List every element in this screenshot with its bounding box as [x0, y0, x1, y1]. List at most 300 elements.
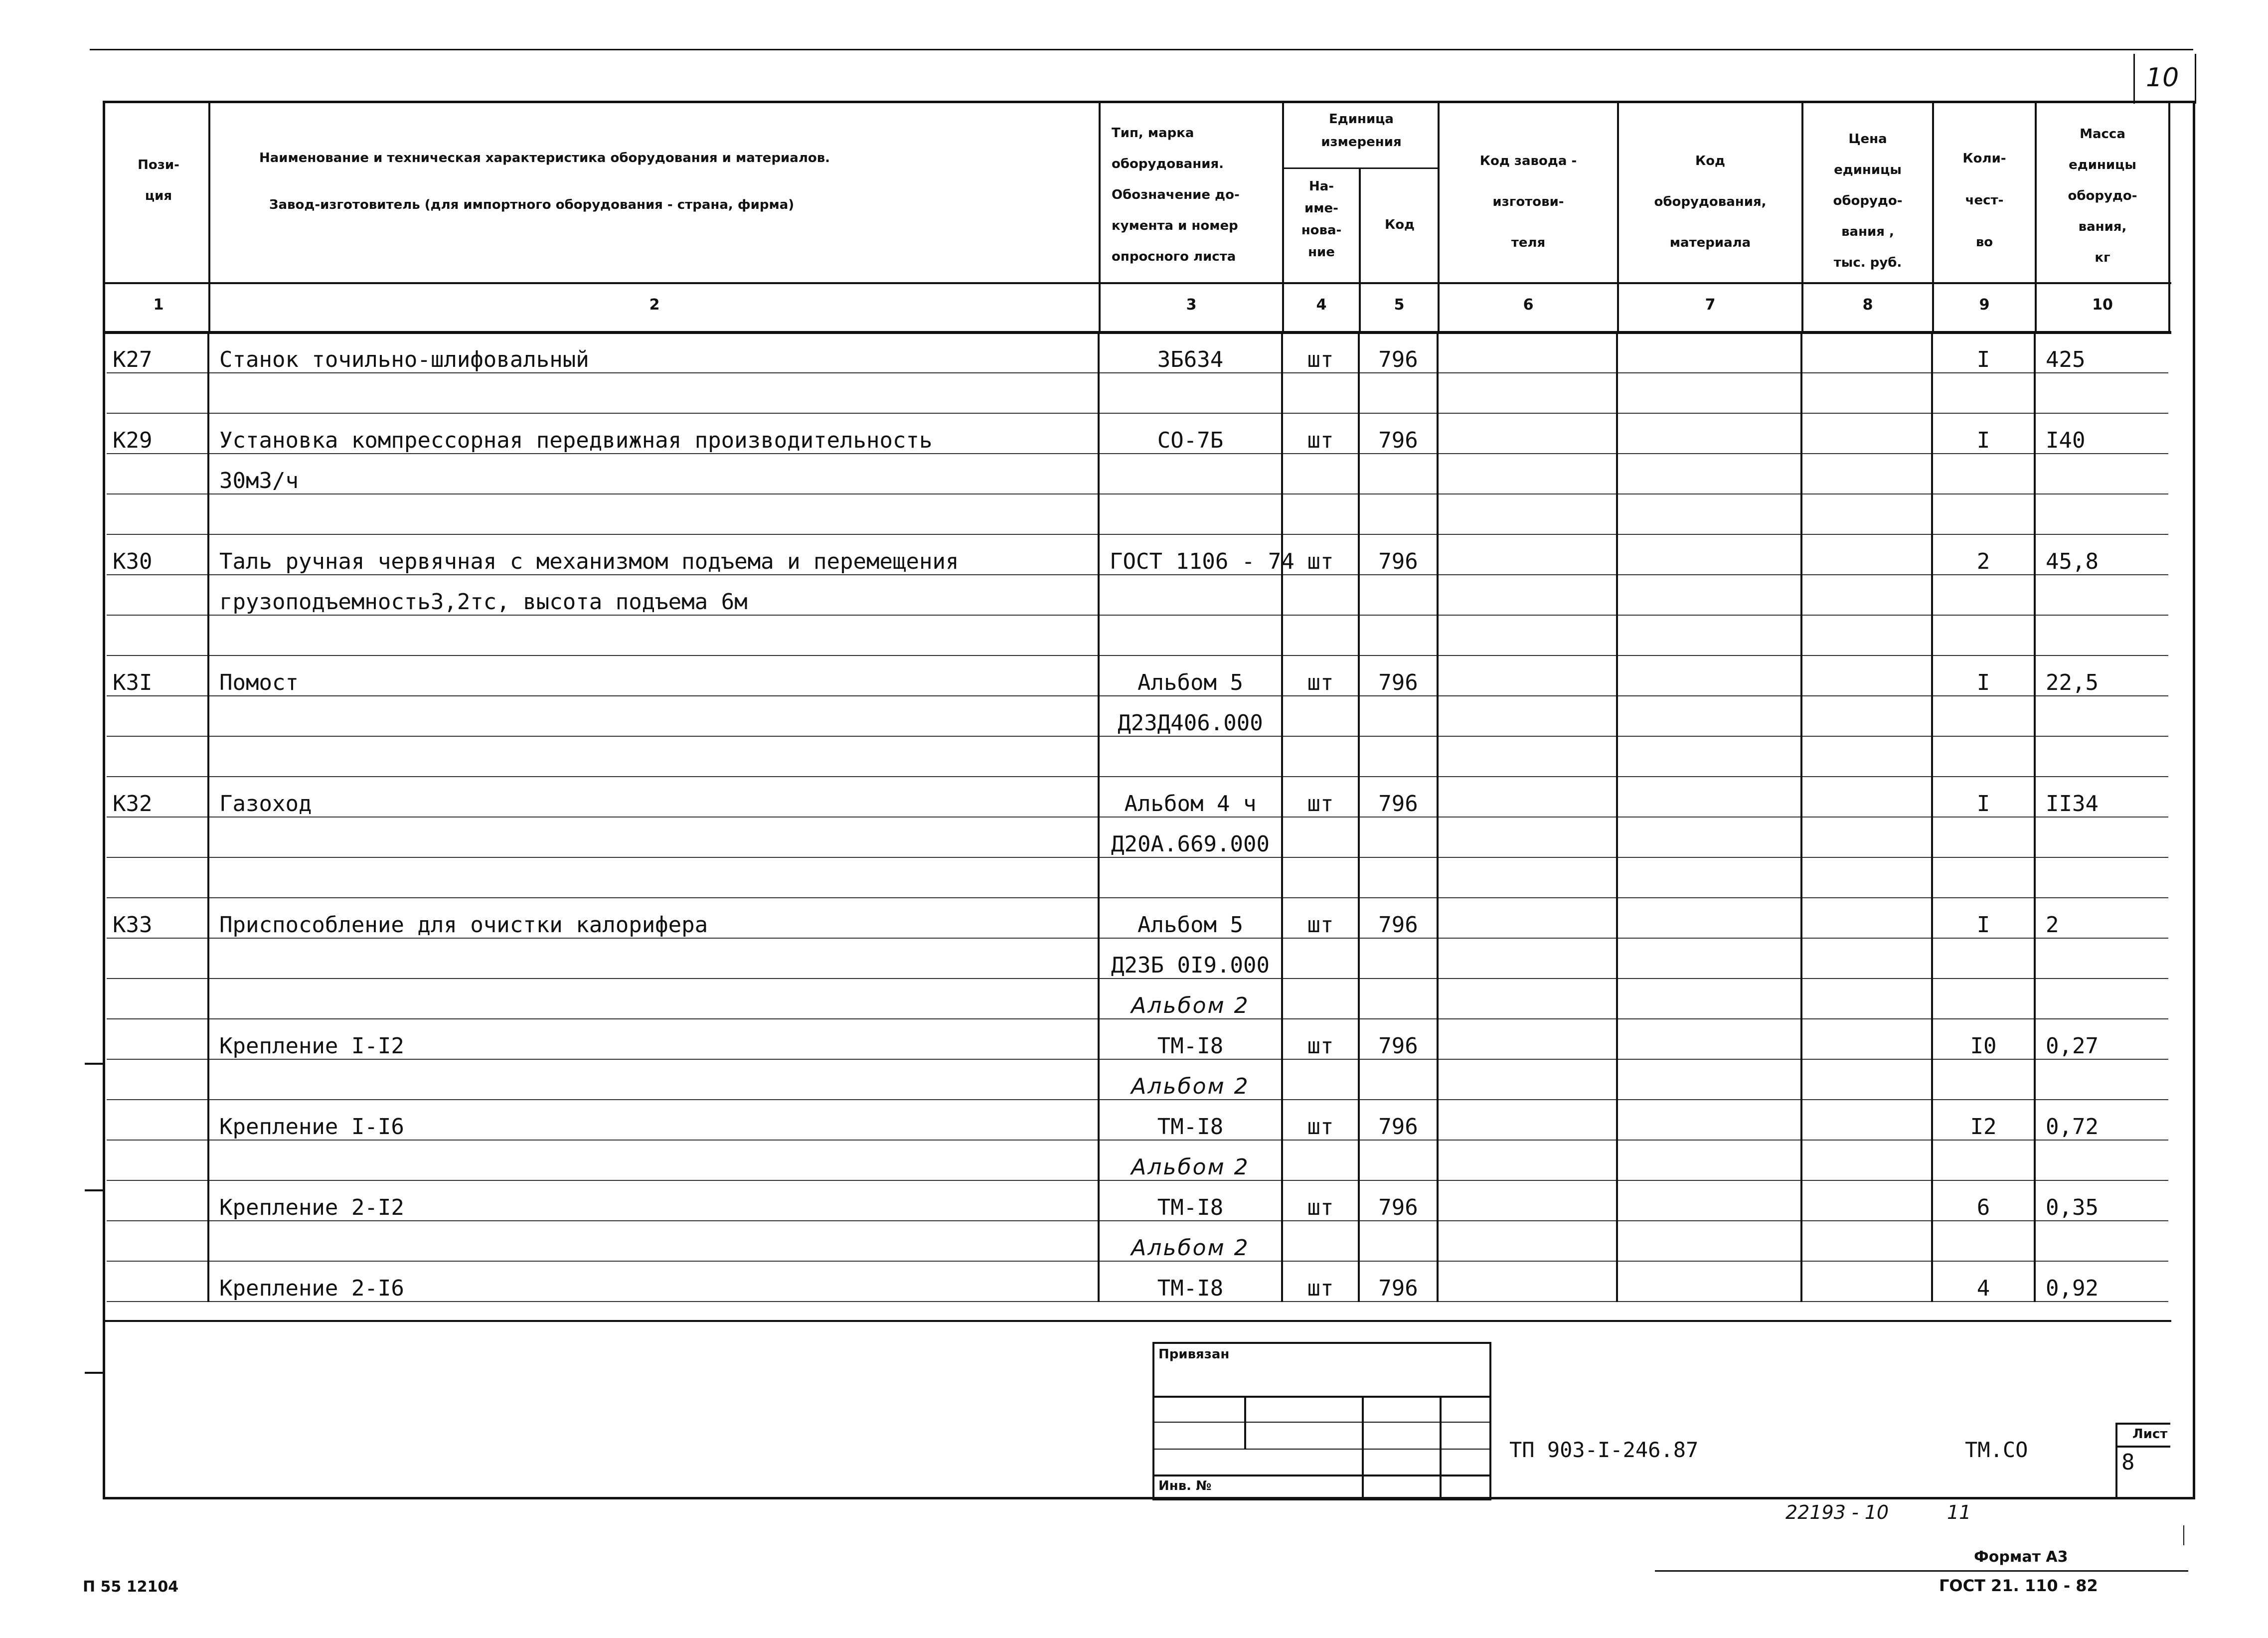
quantity-cell — [1932, 373, 2035, 413]
factory-code-cell — [1438, 1261, 1617, 1302]
name-cell — [208, 615, 1099, 655]
name-cell — [208, 1140, 1099, 1180]
price-cell — [1801, 655, 1932, 696]
quantity-cell — [1932, 1221, 2035, 1261]
position-cell — [107, 1019, 208, 1059]
name-cell — [208, 1221, 1099, 1261]
unit-name-cell — [1282, 494, 1359, 534]
type-cell: Альбом 5 — [1099, 655, 1282, 696]
colnum-6: 6 — [1523, 296, 1534, 314]
unit-code-cell: 796 — [1359, 1180, 1438, 1221]
position-cell — [107, 1221, 208, 1261]
table-row — [107, 696, 2168, 736]
unit-code-cell — [1359, 454, 1438, 494]
unit-code-cell — [1359, 736, 1438, 777]
margin-tick — [85, 1189, 105, 1191]
unit-code-cell — [1359, 1059, 1438, 1100]
equipment-code-cell — [1617, 857, 1801, 898]
name-cell: грузоподъемность3,2тс, высота подъема 6м — [208, 575, 1099, 615]
name-cell — [208, 696, 1099, 736]
unit-code-cell — [1359, 615, 1438, 655]
price-cell — [1801, 575, 1932, 615]
unit-code-cell — [1359, 1140, 1438, 1180]
name-cell: Крепление 2-I2 — [208, 1180, 1099, 1221]
position-cell — [107, 1059, 208, 1100]
table-row — [107, 938, 2168, 979]
price-cell — [1801, 736, 1932, 777]
bottom-rule — [1655, 1570, 2188, 1572]
unit-code-cell — [1359, 1221, 1438, 1261]
name-cell: Станок точильно-шлифовальный — [208, 333, 1099, 373]
quantity-cell — [1932, 857, 2035, 898]
mass-cell — [2035, 494, 2168, 534]
top-rule — [90, 49, 2193, 50]
position-cell — [107, 817, 208, 857]
privyazan-block — [1152, 1342, 1491, 1500]
type-cell — [1099, 857, 1282, 898]
unit-name-cell — [1282, 454, 1359, 494]
quantity-cell — [1932, 615, 2035, 655]
factory-code-cell — [1438, 413, 1617, 454]
margin-tick — [85, 1063, 105, 1065]
type-cell: Д23Б 0I9.000 — [1099, 938, 1282, 979]
name-cell — [208, 817, 1099, 857]
header-name-line2: Завод-изготовитель (для импортного оборудования - страна, фирма) — [269, 197, 795, 212]
unit-name-cell — [1282, 615, 1359, 655]
table-row — [107, 857, 2168, 898]
document-code: ТП 903-I-246.87 — [1509, 1438, 1699, 1462]
equipment-code-cell — [1617, 373, 1801, 413]
equipment-code-cell — [1617, 1059, 1801, 1100]
position-cell — [107, 615, 208, 655]
factory-code-cell — [1438, 1019, 1617, 1059]
unit-name-cell — [1282, 979, 1359, 1019]
quantity-cell — [1932, 575, 2035, 615]
unit-code-cell: 796 — [1359, 413, 1438, 454]
factory-code-cell — [1438, 938, 1617, 979]
bottom-left-code: П 55 12104 — [83, 1578, 179, 1596]
price-cell — [1801, 494, 1932, 534]
name-cell — [208, 736, 1099, 777]
unit-name-cell — [1282, 857, 1359, 898]
factory-code-cell — [1438, 696, 1617, 736]
price-cell — [1801, 1100, 1932, 1140]
position-cell — [107, 1180, 208, 1221]
type-cell — [1099, 575, 1282, 615]
unit-name-cell: шт — [1282, 534, 1359, 575]
equipment-code-cell — [1617, 1140, 1801, 1180]
type-cell: 3Б634 — [1099, 333, 1282, 373]
price-cell — [1801, 1059, 1932, 1100]
type-cell: СО-7Б — [1099, 413, 1282, 454]
table-row — [107, 979, 2168, 1019]
mass-cell — [2035, 938, 2168, 979]
table-row — [107, 615, 2168, 655]
mass-cell: 0,27 — [2035, 1019, 2168, 1059]
table-row — [107, 1100, 2168, 1140]
unit-name-cell: шт — [1282, 1261, 1359, 1302]
mass-cell — [2035, 615, 2168, 655]
type-cell: ТМ-I8 — [1099, 1100, 1282, 1140]
equipment-code-cell — [1617, 736, 1801, 777]
factory-code-cell — [1438, 736, 1617, 777]
position-cell: К3I — [107, 655, 208, 696]
right-margin-dash — [2183, 1525, 2184, 1545]
mass-cell — [2035, 696, 2168, 736]
position-cell — [107, 979, 208, 1019]
unit-name-cell: шт — [1282, 413, 1359, 454]
unit-name-cell — [1282, 817, 1359, 857]
quantity-cell — [1932, 736, 2035, 777]
equipment-code-cell — [1617, 1100, 1801, 1140]
position-cell — [107, 1100, 208, 1140]
table-row — [107, 1221, 2168, 1261]
colnum-5: 5 — [1394, 296, 1405, 314]
unit-name-cell — [1282, 1059, 1359, 1100]
stamp-top-rule — [103, 1320, 2171, 1322]
type-cell — [1099, 736, 1282, 777]
colnum-3: 3 — [1186, 296, 1197, 314]
type-cell: Альбом 4 ч — [1099, 777, 1282, 817]
position-cell: К33 — [107, 898, 208, 938]
equipment-code-cell — [1617, 454, 1801, 494]
table-row — [107, 413, 2168, 454]
unit-code-cell — [1359, 373, 1438, 413]
table-row — [107, 736, 2168, 777]
sheet-corner-number: 10 — [2146, 63, 2179, 93]
factory-code-cell — [1438, 1140, 1617, 1180]
unit-name-cell: шт — [1282, 1019, 1359, 1059]
sheet-corner-box — [2133, 54, 2196, 104]
factory-code-cell — [1438, 655, 1617, 696]
name-cell — [208, 857, 1099, 898]
mass-cell: 0,72 — [2035, 1100, 2168, 1140]
equipment-code-cell — [1617, 575, 1801, 615]
position-cell — [107, 938, 208, 979]
position-cell — [107, 373, 208, 413]
position-cell — [107, 857, 208, 898]
header-position: Пози- ция — [138, 158, 179, 203]
inv-number-label: Инв. № — [1158, 1478, 1212, 1493]
name-cell — [208, 373, 1099, 413]
position-cell — [107, 1140, 208, 1180]
mass-cell — [2035, 736, 2168, 777]
sheet-number: 8 — [2121, 1450, 2135, 1475]
header-equipment-code: Код оборудования, материала — [1654, 154, 1767, 250]
price-cell — [1801, 615, 1932, 655]
factory-code-cell — [1438, 534, 1617, 575]
quantity-cell: I — [1932, 655, 2035, 696]
quantity-cell — [1932, 696, 2035, 736]
type-cell: Д20А.669.000 — [1099, 817, 1282, 857]
type-cell: Д23Д406.000 — [1099, 696, 1282, 736]
unit-name-cell: шт — [1282, 655, 1359, 696]
price-cell — [1801, 938, 1932, 979]
position-cell — [107, 1261, 208, 1302]
unit-code-cell: 796 — [1359, 655, 1438, 696]
position-cell: К30 — [107, 534, 208, 575]
unit-name-cell — [1282, 938, 1359, 979]
price-cell — [1801, 1140, 1932, 1180]
mass-cell: 0,92 — [2035, 1261, 2168, 1302]
factory-code-cell — [1438, 898, 1617, 938]
quantity-cell: 4 — [1932, 1261, 2035, 1302]
type-cell: ТМ-I8 — [1099, 1261, 1282, 1302]
colnum-8: 8 — [1862, 296, 1873, 314]
unit-code-cell — [1359, 817, 1438, 857]
factory-code-cell — [1438, 1180, 1617, 1221]
header-type: Тип, марка оборудования. Обозначение до- кумента и номер опросного листа — [1112, 126, 1240, 264]
equipment-code-cell — [1617, 1019, 1801, 1059]
type-cell: ГОСТ 1106 - 74 — [1099, 534, 1282, 575]
colnum-7: 7 — [1705, 296, 1716, 314]
unit-code-cell — [1359, 857, 1438, 898]
quantity-cell — [1932, 1140, 2035, 1180]
quantity-cell — [1932, 454, 2035, 494]
equipment-code-cell — [1617, 333, 1801, 373]
unit-code-cell: 796 — [1359, 898, 1438, 938]
table-row — [107, 1019, 2168, 1059]
unit-code-cell: 796 — [1359, 1261, 1438, 1302]
unit-name-cell — [1282, 736, 1359, 777]
quantity-cell: 2 — [1932, 534, 2035, 575]
unit-code-cell — [1359, 575, 1438, 615]
mass-cell — [2035, 575, 2168, 615]
price-cell — [1801, 534, 1932, 575]
margin-tick — [85, 1372, 105, 1374]
name-cell: 30м3/ч — [208, 454, 1099, 494]
mass-cell — [2035, 857, 2168, 898]
price-cell — [1801, 777, 1932, 817]
archive-page: 11 — [1947, 1501, 1971, 1523]
price-cell — [1801, 413, 1932, 454]
type-cell — [1099, 494, 1282, 534]
name-cell — [208, 938, 1099, 979]
type-cell: Альбом 2 — [1099, 1140, 1282, 1180]
name-cell: Помост — [208, 655, 1099, 696]
position-cell: К32 — [107, 777, 208, 817]
equipment-code-cell — [1617, 655, 1801, 696]
type-cell — [1099, 615, 1282, 655]
section-code: ТМ.СО — [1965, 1438, 2028, 1462]
unit-code-cell: 796 — [1359, 534, 1438, 575]
quantity-cell — [1932, 494, 2035, 534]
header-unit-code: Код — [1384, 217, 1415, 232]
mass-cell: 0,35 — [2035, 1180, 2168, 1221]
unit-code-cell — [1359, 979, 1438, 1019]
sheet-box — [2115, 1423, 2170, 1499]
colnum-10: 10 — [2092, 296, 2113, 314]
price-cell — [1801, 817, 1932, 857]
colnum-4: 4 — [1316, 296, 1327, 314]
name-cell: Крепление I-I6 — [208, 1100, 1099, 1140]
position-cell — [107, 696, 208, 736]
unit-name-cell — [1282, 696, 1359, 736]
factory-code-cell — [1438, 333, 1617, 373]
header-bottom-rule — [103, 282, 2171, 284]
header-unit-name: На- име- нова- ние — [1301, 179, 1342, 260]
price-cell — [1801, 979, 1932, 1019]
position-cell — [107, 494, 208, 534]
factory-code-cell — [1438, 454, 1617, 494]
quantity-cell: I — [1932, 777, 2035, 817]
type-cell: ТМ-I8 — [1099, 1019, 1282, 1059]
price-cell — [1801, 898, 1932, 938]
format-label: Формат А3 — [1974, 1548, 2068, 1566]
type-cell: Альбом 2 — [1099, 979, 1282, 1019]
mass-cell: 2 — [2035, 898, 2168, 938]
type-cell — [1099, 373, 1282, 413]
factory-code-cell — [1438, 373, 1617, 413]
equipment-code-cell — [1617, 1221, 1801, 1261]
unit-name-cell: шт — [1282, 1100, 1359, 1140]
equipment-code-cell — [1617, 777, 1801, 817]
name-cell: Установка компрессорная передвижная производительность — [208, 413, 1099, 454]
equipment-code-cell — [1617, 1180, 1801, 1221]
mass-cell — [2035, 373, 2168, 413]
position-cell: К27 — [107, 333, 208, 373]
table-row — [107, 333, 2168, 373]
type-cell: Альбом 2 — [1099, 1059, 1282, 1100]
table-row — [107, 898, 2168, 938]
header-unit-group: Единица измерения — [1321, 112, 1402, 150]
position-cell: К29 — [107, 413, 208, 454]
header-vline-10 — [2168, 101, 2170, 332]
table-row — [107, 454, 2168, 494]
equipment-code-cell — [1617, 413, 1801, 454]
factory-code-cell — [1438, 575, 1617, 615]
name-cell: Крепление 2-I6 — [208, 1261, 1099, 1302]
sheet-label: Лист — [2132, 1427, 2168, 1442]
unit-name-cell: шт — [1282, 777, 1359, 817]
price-cell — [1801, 333, 1932, 373]
quantity-cell: I — [1932, 413, 2035, 454]
factory-code-cell — [1438, 615, 1617, 655]
type-cell: Альбом 5 — [1099, 898, 1282, 938]
equipment-code-cell — [1617, 615, 1801, 655]
archive-number: 22193 - 10 — [1785, 1501, 1889, 1523]
name-cell: Приспособление для очистки калорифера — [208, 898, 1099, 938]
unit-name-cell — [1282, 1140, 1359, 1180]
table-row — [107, 1140, 2168, 1180]
privyazan-label: Привязан — [1158, 1347, 1230, 1362]
price-cell — [1801, 857, 1932, 898]
equipment-code-cell — [1617, 817, 1801, 857]
unit-name-cell: шт — [1282, 333, 1359, 373]
equipment-code-cell — [1617, 1261, 1801, 1302]
quantity-cell: 6 — [1932, 1180, 2035, 1221]
colnum-2: 2 — [649, 296, 660, 314]
factory-code-cell — [1438, 817, 1617, 857]
quantity-cell: I — [1932, 333, 2035, 373]
equipment-code-cell — [1617, 979, 1801, 1019]
mass-cell: 22,5 — [2035, 655, 2168, 696]
quantity-cell — [1932, 1059, 2035, 1100]
name-cell — [208, 979, 1099, 1019]
unit-code-cell: 796 — [1359, 1019, 1438, 1059]
mass-cell — [2035, 817, 2168, 857]
factory-code-cell — [1438, 979, 1617, 1019]
header-unit-price: Цена единицы оборудо- вания , тыс. руб. — [1833, 132, 1903, 270]
table-row — [107, 534, 2168, 575]
factory-code-cell — [1438, 1059, 1617, 1100]
unit-code-cell: 796 — [1359, 1100, 1438, 1140]
quantity-cell — [1932, 817, 2035, 857]
mass-cell — [2035, 1140, 2168, 1180]
mass-cell: 45,8 — [2035, 534, 2168, 575]
quantity-cell: I — [1932, 898, 2035, 938]
factory-code-cell — [1438, 777, 1617, 817]
colnum-9: 9 — [1979, 296, 1990, 314]
name-cell: Таль ручная червячная с механизмом подъема и перемещения — [208, 534, 1099, 575]
privyazan-vline-1 — [1244, 1396, 1246, 1449]
name-cell: Газоход — [208, 777, 1099, 817]
price-cell — [1801, 373, 1932, 413]
mass-cell: II34 — [2035, 777, 2168, 817]
name-cell — [208, 494, 1099, 534]
gost-label: ГОСТ 21. 110 - 82 — [1939, 1576, 2098, 1595]
equipment-code-cell — [1617, 534, 1801, 575]
quantity-cell — [1932, 938, 2035, 979]
type-cell: ТМ-I8 — [1099, 1180, 1282, 1221]
table-row — [107, 494, 2168, 534]
unit-code-cell: 796 — [1359, 777, 1438, 817]
price-cell — [1801, 1261, 1932, 1302]
factory-code-cell — [1438, 494, 1617, 534]
factory-code-cell — [1438, 1100, 1617, 1140]
mass-cell — [2035, 454, 2168, 494]
equipment-code-cell — [1617, 696, 1801, 736]
mass-cell — [2035, 1221, 2168, 1261]
equipment-code-cell — [1617, 898, 1801, 938]
type-cell: Альбом 2 — [1099, 1221, 1282, 1261]
unit-code-cell: 796 — [1359, 333, 1438, 373]
table-row — [107, 655, 2168, 696]
table-row — [107, 373, 2168, 413]
unit-name-cell — [1282, 575, 1359, 615]
price-cell — [1801, 454, 1932, 494]
price-cell — [1801, 1180, 1932, 1221]
unit-code-cell — [1359, 938, 1438, 979]
unit-name-cell: шт — [1282, 1180, 1359, 1221]
equipment-code-cell — [1617, 494, 1801, 534]
equipment-code-cell — [1617, 938, 1801, 979]
colnum-1: 1 — [153, 296, 164, 314]
table-row — [107, 575, 2168, 615]
quantity-cell: I0 — [1932, 1019, 2035, 1059]
header-name-line1: Наименование и техническая характеристика оборудования и материалов. — [259, 151, 830, 165]
privyazan-vline-2 — [1362, 1396, 1364, 1500]
table-row — [107, 777, 2168, 817]
unit-name-cell — [1282, 1221, 1359, 1261]
name-cell — [208, 1059, 1099, 1100]
table-row — [107, 817, 2168, 857]
price-cell — [1801, 1221, 1932, 1261]
unit-name-cell — [1282, 373, 1359, 413]
sheet-box-rule — [2117, 1446, 2170, 1448]
unit-name-cell: шт — [1282, 898, 1359, 938]
table-row — [107, 1261, 2168, 1302]
table-row — [107, 1180, 2168, 1221]
table-row — [107, 1059, 2168, 1100]
position-cell — [107, 454, 208, 494]
privyazan-vline-3 — [1440, 1396, 1442, 1500]
factory-code-cell — [1438, 857, 1617, 898]
position-cell — [107, 736, 208, 777]
mass-cell: 425 — [2035, 333, 2168, 373]
position-cell — [107, 575, 208, 615]
name-cell: Крепление I-I2 — [208, 1019, 1099, 1059]
